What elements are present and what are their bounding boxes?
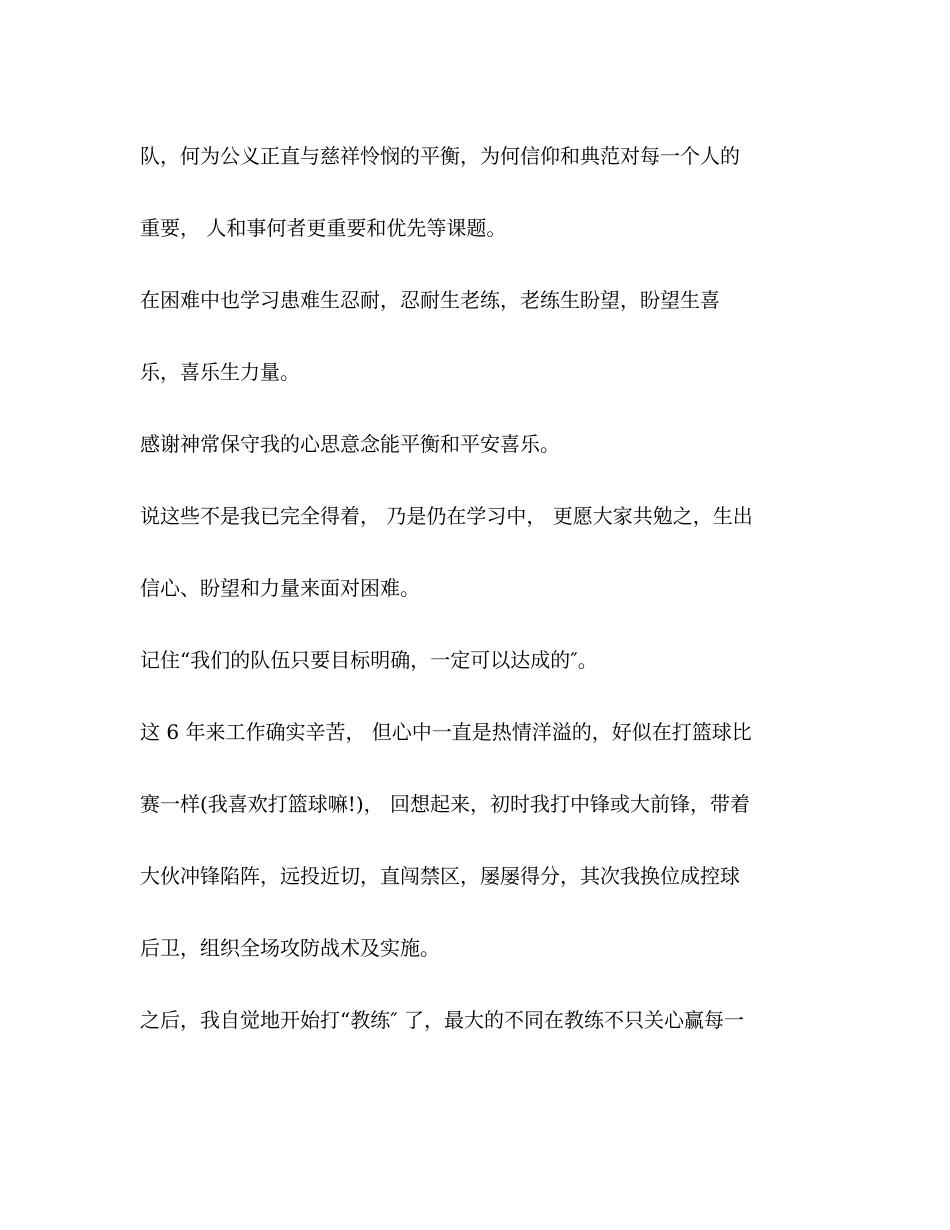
text-line: 之后，我自觉地开始打“教练″ 了，最大的不同在教练不只关心赢每一 xyxy=(140,1008,745,1032)
text-line: 记住“我们的队伍只要目标明确，一定可以达成的″。 xyxy=(140,648,598,672)
text-line: 赛一样(我喜欢打篮球嘛!)， 回想起来，初时我打中锋或大前锋，带着 xyxy=(140,792,750,816)
text-line: 在困难中也学习患难生忍耐，忍耐生老练，老练生盼望，盼望生喜 xyxy=(140,288,720,312)
text-line: 感谢神常保守我的心思意念能平衡和平安喜乐。 xyxy=(140,432,560,456)
text-line: 信心、盼望和力量来面对困难。 xyxy=(140,576,420,600)
text-line: 重要， 人和事何者更重要和优先等课题。 xyxy=(140,216,507,240)
text-line: 这 6 年来工作确实辛苦， 但心中一直是热情洋溢的，好似在打篮球比 xyxy=(140,720,752,744)
text-line: 说这些不是我已完全得着， 乃是仍在学习中， 更愿大家共勉之，生出 xyxy=(140,504,753,528)
text-line: 后卫，组织全场攻防战术及实施。 xyxy=(140,936,440,960)
text-line: 队，何为公义正直与慈祥怜悯的平衡，为何信仰和典范对每一个人的 xyxy=(140,144,740,168)
text-line: 乐，喜乐生力量。 xyxy=(140,360,300,384)
text-line: 大伙冲锋陷阵，远投近切，直闯禁区，屡屡得分，其次我换位成控球 xyxy=(140,864,740,888)
